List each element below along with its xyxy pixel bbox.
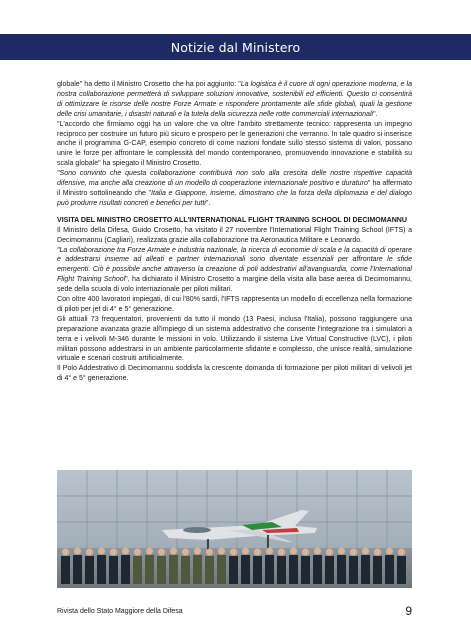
people-row bbox=[61, 548, 406, 585]
page-number: 9 bbox=[405, 604, 412, 618]
paragraph: Con oltre 400 lavoratori impiegati, di cui l'80% sardi, l'IFTS rappresenta un modello di eccellenza nella formazione di piloti per jet di 4° e 5° generazione. bbox=[57, 296, 412, 313]
article-body bbox=[57, 80, 412, 384]
article-heading: VISITA DEL MINISTRO CROSETTO ALL'INTERNATIONAL FLIGHT TRAINING SCHOOL DI DECIMOMANNU bbox=[57, 216, 407, 224]
paragraph: "L'accordo che firmiamo oggi ha un valore che va oltre l'ambito strettamente tecnico: rappresenta un impegno reciproco per costruire un futuro più sicuro e prospero per le generazioni che verranno. In tale quadro si inserisce anche il programma G-CAP, esempio concreto di come nazioni fondate sullo stesso sistema di valori, possano unire le forze per affrontare le complessità del mondo contemporaneo, promuovendo innovazione e stabilità su scala globale" ha spiegato il Ministro Crosetto. bbox=[57, 120, 412, 168]
group-photo bbox=[57, 470, 412, 588]
paragraph: "Sono convinto che questa collaborazione contribuirà non solo alla crescita delle nostre rispettive capacità difensive, ma anche alla creazione di un modello di cooperazione internazionale positivo e duraturo" ha affermato il Ministro sottolineando che "Italia e Giappone, insieme, dimostrano che la forza della diplomazia e del dialogo può produrre risultati concreti e benefici per tutti". bbox=[57, 170, 412, 207]
paragraph: Il Ministro della Difesa, Guido Crosetto, ha visitato il 27 novembre l'International Flight Training School (IFTS) a Decimomannu (Cagliari), realizzata grazie alla collaborazione tra Aeronautica Militare e Leonardo. bbox=[57, 226, 412, 244]
paragraph: Il Polo Addestrativo di Decimomannu soddisfa la crescente domanda di formazione per piloti militari di velivoli jet di 4° e 5° generazione. bbox=[57, 365, 412, 383]
paragraph: "La collaborazione tra Forze Armate e industria nazionale, la ricerca di economie di scala e la capacità di operare e addestrarsi insieme ad alleati e partner internazionali sono diventate essenziali per affrontare le sfide emergenti. Ciò è possibile anche attraverso la creazione di poli addestrativi all'avanguardia, come l'International Flight Training School", ha dichiarato il Ministro Crosetto a margine della visita alla base aerea di Decimomannu, sede della scuola di volo internazionale per piloti militari. bbox=[57, 246, 412, 294]
paragraph: globale" ha detto il Ministro Crosetto che ha poi aggiunto: "La logistica è il cuore di ogni operazione moderna, e la nostra collaborazione permetterà di sviluppare soluzioni innovative, sostenibili ed efficienti. Questo ci consentirà di ottimizzare le risorse delle nostre Forze Armate e rispondere prontamente alle sfide globali, quali la gestione delle crisi umanitarie, i disastri naturali e la tutela della sicurezza nelle rotte commerciali internazionali". bbox=[57, 81, 412, 118]
publication-name: Rivista dello Stato Maggiore della Difesa bbox=[57, 608, 183, 615]
section-title: Notizie dal Ministero bbox=[170, 40, 301, 55]
paragraph: Gli attuali 73 frequentatori, provenienti da tutto il mondo (13 Paesi, inclusa l'Italia), possono raggiungere una preparazione avanzata grazie all'impiego di un sistema addestrativo che consente l'integrazione tra i simulatori a terra e i velivoli M-346 durante le missioni in volo. Utilizzando il sistema Live Virtual Constructive (LVC), i piloti militari possono addestrarsi in un ambiente particolarmente sfidante e complesso, che unisce realtà, simulazione virtuale e scenari costruiti artificialmente. bbox=[57, 315, 412, 363]
